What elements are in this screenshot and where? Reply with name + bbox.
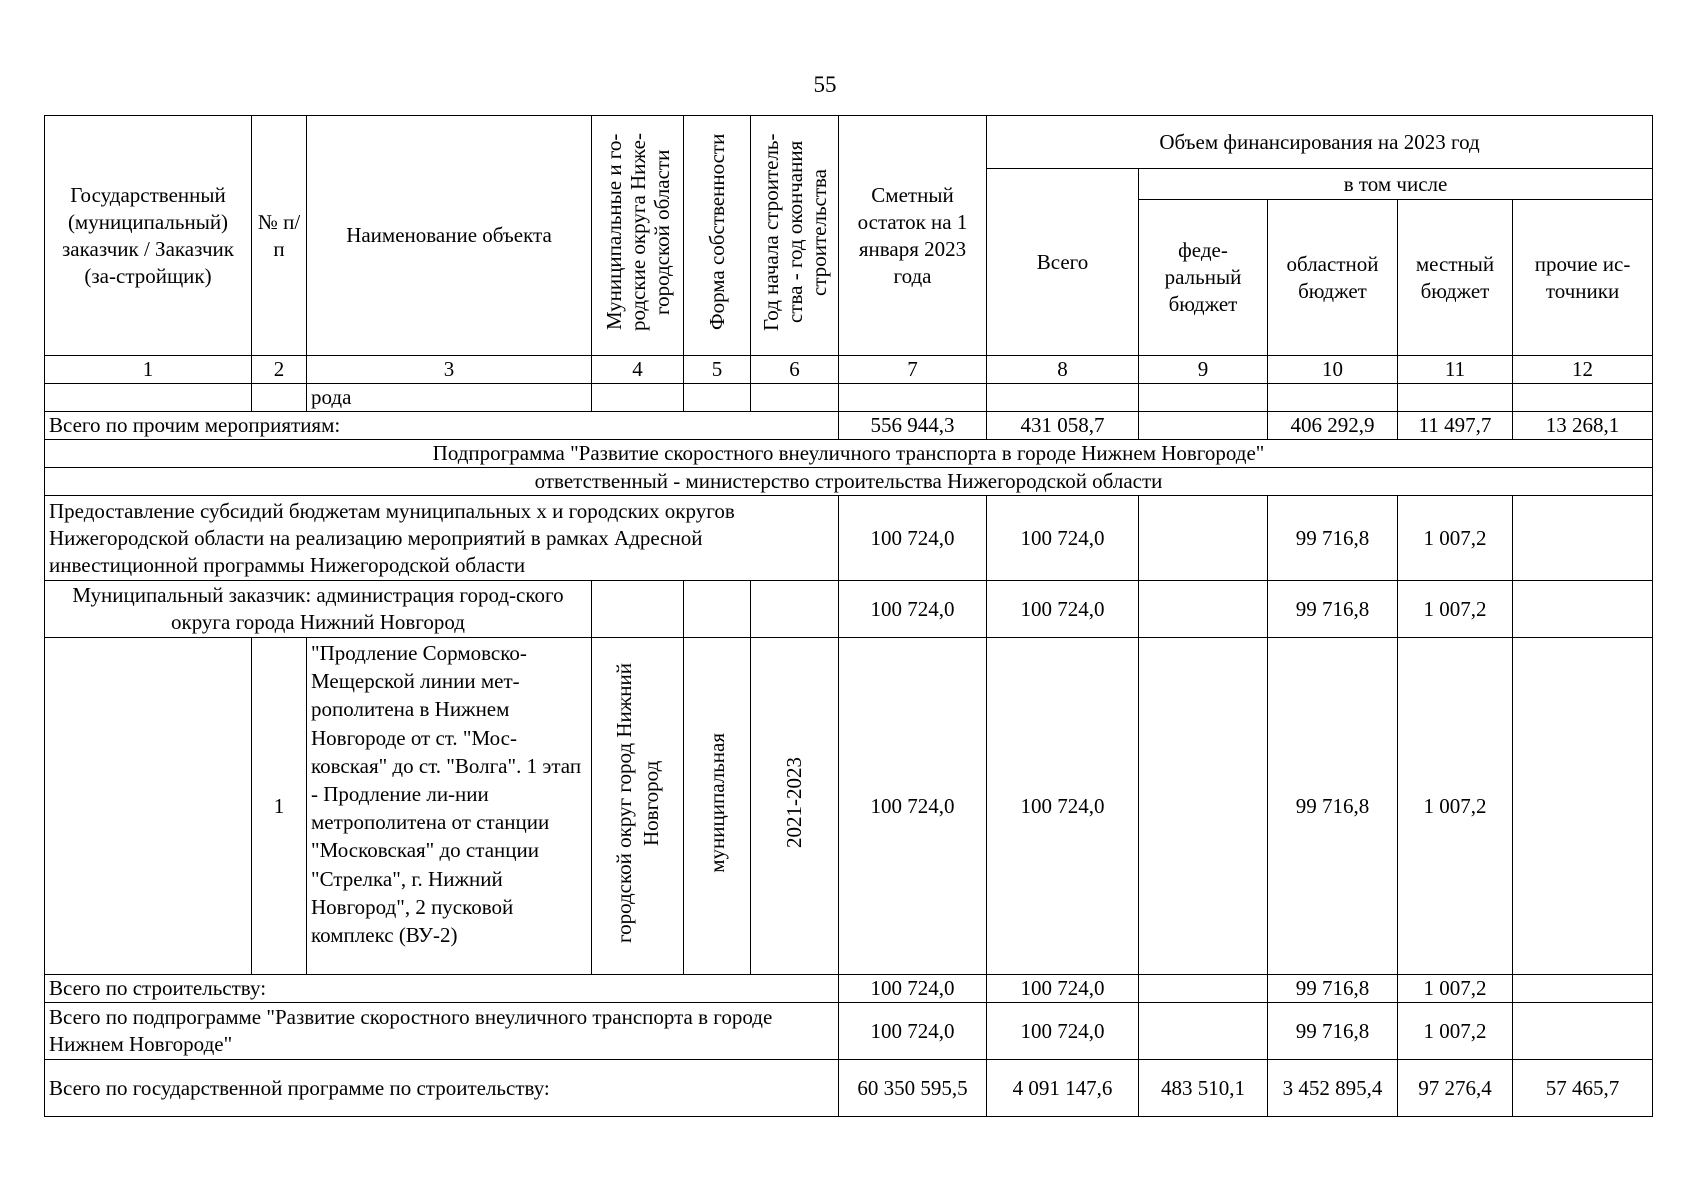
cell-federal	[1139, 496, 1268, 581]
cell-regional: 99 716,8	[1268, 581, 1398, 638]
column-number-row	[45, 356, 1653, 384]
cell-federal	[1139, 638, 1268, 975]
cell-federal	[1139, 581, 1268, 638]
row-label: Всего по подпрограмме "Развитие скоростного внеуличного транспорта в городе Нижнем Новгороде"	[45, 1003, 839, 1060]
cell-federal	[1139, 412, 1268, 440]
cell-total: 431 058,7	[987, 412, 1139, 440]
cell-estimated-balance: 100 724,0	[839, 1003, 987, 1060]
object-number: 1	[252, 638, 307, 975]
cell-other: 13 268,1	[1513, 412, 1653, 440]
column-number: 10	[1268, 356, 1398, 384]
continuation-row	[45, 384, 1653, 412]
cell-federal	[1139, 1003, 1268, 1060]
cell-regional: 99 716,8	[1268, 638, 1398, 975]
cell-local: 1 007,2	[1398, 581, 1513, 638]
cell-regional: 99 716,8	[1268, 975, 1398, 1003]
cell-other: 57 465,7	[1513, 1060, 1653, 1117]
responsible-ministry: ответственный - министерство строительства Нижегородской области	[45, 468, 1653, 496]
cell-estimated-balance: 100 724,0	[839, 975, 987, 1003]
cell-estimated-balance: 100 724,0	[839, 581, 987, 638]
subprogram-title: Подпрограмма "Развитие скоростного внеуличного транспорта в городе Нижнем Новгороде"	[45, 440, 1653, 468]
cell-local: 97 276,4	[1398, 1060, 1513, 1117]
header-years: Год начала строитель-ства - год окончания строительства	[751, 116, 839, 356]
table-row	[45, 1003, 1653, 1060]
object-years: 2021-2023	[751, 638, 839, 975]
cell-federal	[1139, 975, 1268, 1003]
column-number: 2	[252, 356, 307, 384]
cell-estimated-balance: 60 350 595,5	[839, 1060, 987, 1117]
column-number: 5	[684, 356, 751, 384]
row-label: Всего по государственной программе по строительству:	[45, 1060, 839, 1117]
cell-local: 11 497,7	[1398, 412, 1513, 440]
cell-local: 1 007,2	[1398, 638, 1513, 975]
header-customer: Государственный (муниципальный) заказчик / Заказчик (за-стройщик)	[45, 116, 252, 356]
object-ownership: муниципальная	[684, 638, 751, 975]
cell-total: 100 724,0	[987, 581, 1139, 638]
row-label: Всего по строительству:	[45, 975, 839, 1003]
cell-local: 1 007,2	[1398, 1003, 1513, 1060]
page-number: 55	[813, 72, 837, 97]
cell-estimated-balance: 100 724,0	[839, 638, 987, 975]
object-district: городской округ город Нижний Новгород	[592, 638, 684, 975]
cell-other	[1513, 581, 1653, 638]
row-label: Предоставление субсидий бюджетам муниципальных х и городских округов Нижегородской области на реализацию мероприятий в рамках Адресной инвестиционной программы Нижегородской области	[45, 496, 839, 581]
table-row	[45, 581, 1653, 638]
header-federal-budget: феде-ральный бюджет	[1139, 200, 1268, 356]
column-number: 3	[307, 356, 592, 384]
header-local-budget: местный бюджет	[1398, 200, 1513, 356]
cell-total: 100 724,0	[987, 496, 1139, 581]
header-estimated-balance: Сметный остаток на 1 января 2023 года	[839, 116, 987, 356]
cell-local: 1 007,2	[1398, 975, 1513, 1003]
header-districts: Муниципальные и го-родские округа Ниже-городской области	[592, 116, 684, 356]
cell-federal: 483 510,1	[1139, 1060, 1268, 1117]
cell-regional: 3 452 895,4	[1268, 1060, 1398, 1117]
header-ownership: Форма собственности	[684, 116, 751, 356]
table-row	[45, 412, 1653, 440]
cell-other	[1513, 496, 1653, 581]
cell-other	[1513, 975, 1653, 1003]
cell-estimated-balance: 556 944,3	[839, 412, 987, 440]
object-name: "Продление Сормовско-Мещерской линии мет-рополитена в Нижнем Новгороде от ст. "Мос-ковская" до ст. "Волга". 1 этап - Продление ли-нии метрополитена от станции "Московская" до станции "Стрелка", г. Нижний Новгород", 2 пусковой комплекс (ВУ-2)	[307, 638, 592, 975]
financing-table	[44, 115, 1653, 1117]
cell-regional: 406 292,9	[1268, 412, 1398, 440]
cell-regional: 99 716,8	[1268, 496, 1398, 581]
header-total: Всего	[987, 169, 1139, 356]
column-number: 7	[839, 356, 987, 384]
cell-other	[1513, 1003, 1653, 1060]
column-number: 6	[751, 356, 839, 384]
column-number: 4	[592, 356, 684, 384]
cell-estimated-balance: 100 724,0	[839, 496, 987, 581]
column-number: 12	[1513, 356, 1653, 384]
row-label: Муниципальный заказчик: администрация город-ского округа города Нижний Новгород	[45, 581, 592, 638]
cell-other	[1513, 638, 1653, 975]
column-number: 1	[45, 356, 252, 384]
cell-regional: 99 716,8	[1268, 1003, 1398, 1060]
header-including: в том числе	[1139, 169, 1653, 200]
header-row-number: № п/п	[252, 116, 307, 356]
header-other-sources: прочие ис-точники	[1513, 200, 1653, 356]
header-regional-budget: областной бюджет	[1268, 200, 1398, 356]
table-row	[45, 496, 1653, 581]
table-row	[45, 975, 1653, 1003]
cell-total: 100 724,0	[987, 1003, 1139, 1060]
cell-total: 100 724,0	[987, 638, 1139, 975]
table-row	[45, 1060, 1653, 1117]
cell-total: 4 091 147,6	[987, 1060, 1139, 1117]
column-number: 11	[1398, 356, 1513, 384]
column-number: 8	[987, 356, 1139, 384]
column-number: 9	[1139, 356, 1268, 384]
header-object-name: Наименование объекта	[307, 116, 592, 356]
table-row	[45, 638, 1653, 975]
continuation-text: рода	[307, 384, 592, 412]
row-label: Всего по прочим мероприятиям:	[45, 412, 839, 440]
header-financing-group: Объем финансирования на 2023 год	[987, 116, 1653, 169]
cell-total: 100 724,0	[987, 975, 1139, 1003]
cell-local: 1 007,2	[1398, 496, 1513, 581]
